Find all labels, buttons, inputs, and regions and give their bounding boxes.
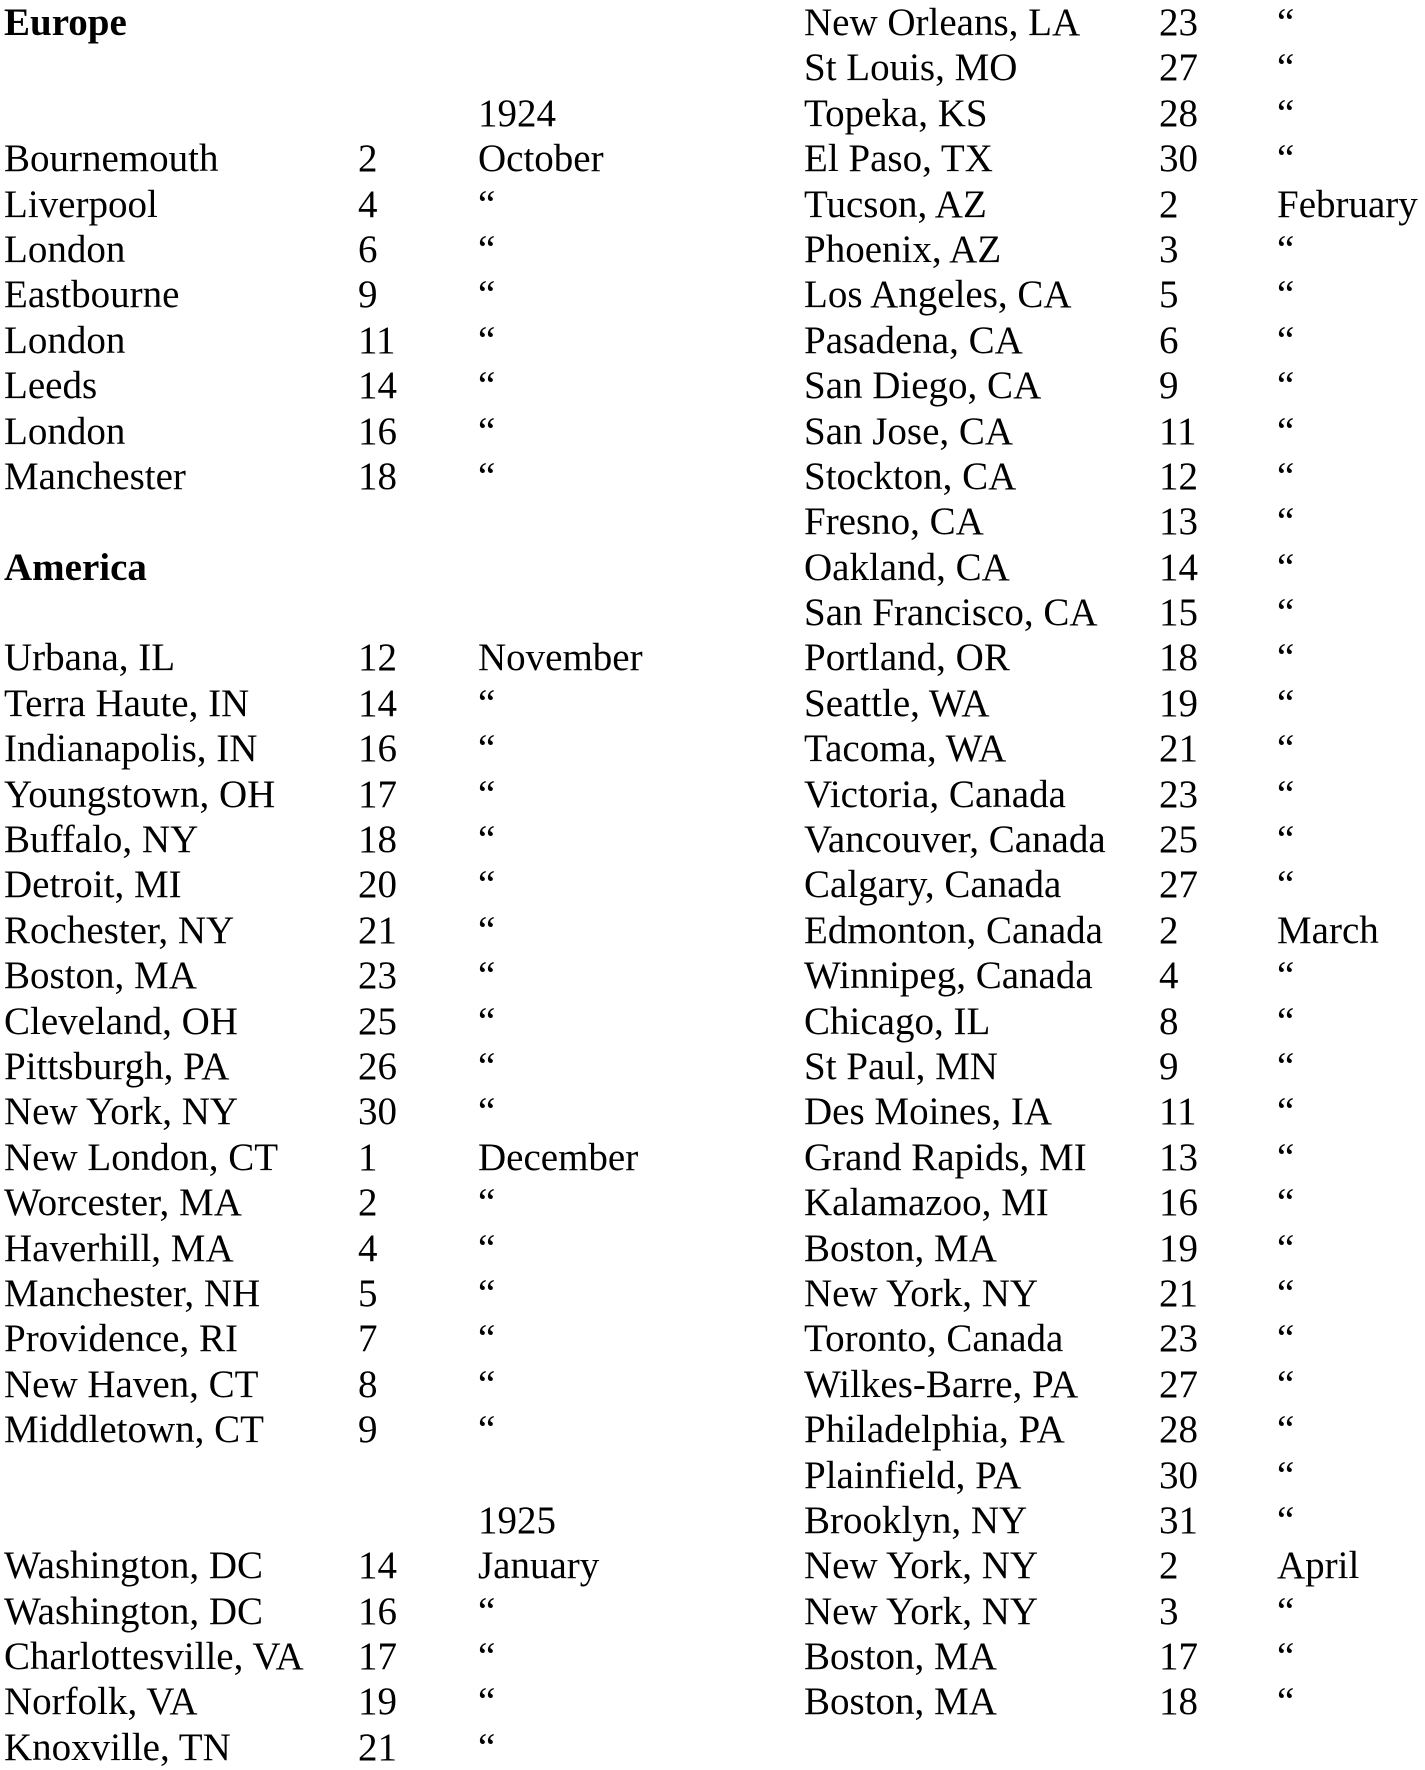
- day-number: 21: [1159, 1271, 1198, 1315]
- day-number: 21: [358, 908, 397, 952]
- month-label: “: [478, 1589, 496, 1633]
- day-number: 9: [1159, 1044, 1179, 1088]
- city-name: Wilkes-Barre, PA: [804, 1362, 1079, 1406]
- day-number: 31: [1159, 1498, 1198, 1542]
- day-number: 15: [1159, 591, 1198, 635]
- month-label: “: [1277, 318, 1295, 362]
- city-name: Charlottesville, VA: [4, 1635, 304, 1679]
- month-label: “: [1277, 1408, 1295, 1452]
- day-number: 3: [1159, 227, 1179, 271]
- month-label: “: [1277, 681, 1295, 725]
- month-label: “: [1277, 91, 1295, 135]
- day-number: 21: [358, 1725, 397, 1769]
- month-label: “: [1277, 137, 1295, 181]
- day-number: 26: [358, 1044, 397, 1088]
- month-label: “: [478, 409, 496, 453]
- day-number: 19: [1159, 681, 1198, 725]
- day-number: 17: [358, 1635, 397, 1679]
- day-number: 23: [358, 954, 397, 998]
- city-name: Indianapolis, IN: [4, 727, 258, 771]
- month-label: “: [1277, 954, 1295, 998]
- month-label: 1925: [478, 1498, 556, 1542]
- city-name: London: [4, 409, 126, 453]
- month-label: “: [478, 727, 496, 771]
- city-name: Middletown, CT: [4, 1408, 264, 1452]
- month-label: “: [1277, 1362, 1295, 1406]
- month-label: “: [1277, 1090, 1295, 1134]
- day-number: 11: [358, 318, 396, 362]
- day-number: 23: [1159, 1317, 1198, 1361]
- city-name: Boston, MA: [804, 1635, 997, 1679]
- day-number: 12: [358, 636, 397, 680]
- city-name: Calgary, Canada: [804, 863, 1062, 907]
- city-name: Chicago, IL: [804, 999, 991, 1043]
- city-name: Liverpool: [4, 182, 158, 226]
- city-name: Pasadena, CA: [804, 318, 1023, 362]
- month-label: “: [478, 681, 496, 725]
- day-number: 4: [358, 1226, 378, 1270]
- month-label: “: [1277, 545, 1295, 589]
- city-name: Leeds: [4, 364, 98, 408]
- month-label: “: [1277, 1498, 1295, 1542]
- day-number: 18: [1159, 1680, 1198, 1724]
- city-name: Buffalo, NY: [4, 818, 199, 862]
- day-number: 9: [358, 1408, 378, 1452]
- month-label: “: [1277, 1181, 1295, 1225]
- month-label: “: [1277, 1635, 1295, 1679]
- month-label: “: [478, 1181, 496, 1225]
- month-label: “: [1277, 727, 1295, 771]
- day-number: 23: [1159, 772, 1198, 816]
- month-label: “: [1277, 1680, 1295, 1724]
- day-number: 2: [358, 137, 378, 181]
- city-name: Philadelphia, PA: [804, 1408, 1065, 1452]
- city-name: Vancouver, Canada: [804, 818, 1106, 862]
- month-label: “: [1277, 636, 1295, 680]
- city-name: Des Moines, IA: [804, 1090, 1053, 1134]
- city-name: Washington, DC: [4, 1589, 264, 1633]
- city-name: Terra Haute, IN: [4, 681, 250, 725]
- city-name: Plainfield, PA: [804, 1453, 1022, 1497]
- day-number: 2: [1159, 1544, 1179, 1588]
- month-label: October: [478, 137, 604, 181]
- month-label: “: [478, 182, 496, 226]
- month-label: “: [478, 999, 496, 1043]
- city-name: Urbana, IL: [4, 636, 176, 680]
- city-name: Rochester, NY: [4, 908, 235, 952]
- month-label: “: [478, 1226, 496, 1270]
- day-number: 9: [358, 273, 378, 317]
- city-name: Kalamazoo, MI: [804, 1181, 1049, 1225]
- month-label: “: [478, 1408, 496, 1452]
- day-number: 16: [358, 727, 397, 771]
- day-number: 30: [1159, 137, 1198, 181]
- month-label: January: [478, 1544, 600, 1588]
- city-name: Los Angeles, CA: [804, 273, 1072, 317]
- city-name: St Paul, MN: [804, 1044, 998, 1088]
- day-number: 8: [358, 1362, 378, 1406]
- city-name: San Diego, CA: [804, 364, 1042, 408]
- day-number: 11: [1159, 1090, 1197, 1134]
- day-number: 2: [1159, 908, 1179, 952]
- month-label: “: [1277, 273, 1295, 317]
- day-number: 4: [358, 182, 378, 226]
- city-name: New Haven, CT: [4, 1362, 259, 1406]
- month-label: “: [1277, 227, 1295, 271]
- day-number: 18: [1159, 636, 1198, 680]
- day-number: 19: [358, 1680, 397, 1724]
- month-label: “: [1277, 1, 1295, 44]
- month-label: “: [1277, 818, 1295, 862]
- city-name: Winnipeg, Canada: [804, 954, 1093, 998]
- city-name: Manchester, NH: [4, 1271, 261, 1315]
- day-number: 5: [358, 1271, 378, 1315]
- city-name: New London, CT: [4, 1135, 279, 1179]
- day-number: 6: [1159, 318, 1179, 362]
- section-heading-text: Europe: [4, 1, 127, 44]
- day-number: 13: [1159, 1135, 1198, 1179]
- day-number: 11: [1159, 409, 1197, 453]
- day-number: 30: [358, 1090, 397, 1134]
- month-label: “: [478, 908, 496, 952]
- day-number: 30: [1159, 1453, 1198, 1497]
- day-number: 2: [358, 1181, 378, 1225]
- city-name: Providence, RI: [4, 1317, 238, 1361]
- month-label: “: [478, 273, 496, 317]
- city-name: El Paso, TX: [804, 137, 993, 181]
- month-label: “: [478, 1044, 496, 1088]
- city-name: New York, NY: [4, 1090, 239, 1134]
- month-label: “: [1277, 863, 1295, 907]
- month-label: “: [478, 1090, 496, 1134]
- day-number: 27: [1159, 1362, 1198, 1406]
- city-name: Brooklyn, NY: [804, 1498, 1028, 1542]
- day-number: 25: [1159, 818, 1198, 862]
- month-label: “: [1277, 999, 1295, 1043]
- city-name: Phoenix, AZ: [804, 227, 1002, 271]
- month-label: “: [1277, 1135, 1295, 1179]
- day-number: 16: [358, 409, 397, 453]
- day-number: 14: [358, 1544, 397, 1588]
- day-number: 8: [1159, 999, 1179, 1043]
- city-name: Bournemouth: [4, 137, 219, 181]
- city-name: Boston, MA: [4, 954, 197, 998]
- month-label: “: [478, 1635, 496, 1679]
- city-name: Eastbourne: [4, 273, 180, 317]
- month-label: March: [1277, 908, 1379, 952]
- city-name: Edmonton, Canada: [804, 908, 1103, 952]
- city-name: Youngstown, OH: [4, 772, 276, 816]
- city-name: Cleveland, OH: [4, 999, 238, 1043]
- day-number: 25: [358, 999, 397, 1043]
- city-name: Detroit, MI: [4, 863, 182, 907]
- day-number: 14: [358, 364, 397, 408]
- city-name: Tucson, AZ: [804, 182, 987, 226]
- city-name: Toronto, Canada: [804, 1317, 1064, 1361]
- day-number: 18: [358, 454, 397, 498]
- city-name: Washington, DC: [4, 1544, 264, 1588]
- city-name: Manchester: [4, 454, 186, 498]
- month-label: “: [478, 818, 496, 862]
- day-number: 27: [1159, 863, 1198, 907]
- city-name: Seattle, WA: [804, 681, 990, 725]
- month-label: December: [478, 1135, 639, 1179]
- day-number: 17: [1159, 1635, 1198, 1679]
- city-name: London: [4, 318, 126, 362]
- month-label: “: [1277, 1589, 1295, 1633]
- day-number: 5: [1159, 273, 1179, 317]
- city-name: Worcester, MA: [4, 1181, 242, 1225]
- day-number: 16: [358, 1589, 397, 1633]
- month-label: “: [1277, 454, 1295, 498]
- month-label: “: [478, 227, 496, 271]
- month-label: November: [478, 636, 643, 680]
- day-number: 21: [1159, 727, 1198, 771]
- month-label: “: [478, 1725, 496, 1769]
- month-label: “: [1277, 1226, 1295, 1270]
- city-name: San Francisco, CA: [804, 591, 1098, 635]
- month-label: “: [1277, 1271, 1295, 1315]
- month-label: February: [1277, 182, 1418, 226]
- day-number: 17: [358, 772, 397, 816]
- month-label: 1924: [478, 91, 556, 135]
- month-label: “: [478, 863, 496, 907]
- day-number: 1: [358, 1135, 378, 1179]
- month-label: “: [478, 954, 496, 998]
- city-name: New Orleans, LA: [804, 1, 1081, 44]
- month-label: “: [1277, 46, 1295, 90]
- month-label: “: [478, 772, 496, 816]
- city-name: Stockton, CA: [804, 454, 1017, 498]
- month-label: “: [1277, 1453, 1295, 1497]
- day-number: 3: [1159, 1589, 1179, 1633]
- day-number: 19: [1159, 1226, 1198, 1270]
- city-name: Grand Rapids, MI: [804, 1135, 1087, 1179]
- city-name: Norfolk, VA: [4, 1680, 198, 1724]
- city-name: St Louis, MO: [804, 46, 1018, 90]
- day-number: 14: [358, 681, 397, 725]
- day-number: 20: [358, 863, 397, 907]
- day-number: 28: [1159, 1408, 1198, 1452]
- day-number: 18: [358, 818, 397, 862]
- day-number: 2: [1159, 182, 1179, 226]
- city-name: Haverhill, MA: [4, 1226, 234, 1270]
- month-label: “: [478, 454, 496, 498]
- day-number: 27: [1159, 46, 1198, 90]
- month-label: “: [478, 318, 496, 362]
- city-name: Boston, MA: [804, 1226, 997, 1270]
- day-number: 28: [1159, 91, 1198, 135]
- city-name: Pittsburgh, PA: [4, 1044, 230, 1088]
- day-number: 13: [1159, 500, 1198, 544]
- month-label: “: [478, 364, 496, 408]
- day-number: 12: [1159, 454, 1198, 498]
- month-label: “: [1277, 364, 1295, 408]
- day-number: 9: [1159, 364, 1179, 408]
- month-label: “: [478, 1271, 496, 1315]
- month-label: “: [1277, 1044, 1295, 1088]
- city-name: San Jose, CA: [804, 409, 1014, 453]
- city-name: Boston, MA: [804, 1680, 997, 1724]
- section-heading-text: America: [4, 545, 147, 589]
- city-name: New York, NY: [804, 1589, 1039, 1633]
- day-number: 14: [1159, 545, 1198, 589]
- month-label: “: [1277, 409, 1295, 453]
- day-number: 7: [358, 1317, 378, 1361]
- month-label: “: [1277, 500, 1295, 544]
- day-number: 6: [358, 227, 378, 271]
- city-name: Portland, OR: [804, 636, 1010, 680]
- month-label: “: [478, 1680, 496, 1724]
- city-name: Topeka, KS: [804, 91, 988, 135]
- month-label: April: [1277, 1544, 1360, 1588]
- city-name: New York, NY: [804, 1271, 1039, 1315]
- city-name: Fresno, CA: [804, 500, 984, 544]
- month-label: “: [1277, 591, 1295, 635]
- day-number: 4: [1159, 954, 1179, 998]
- day-number: 23: [1159, 1, 1198, 44]
- month-label: “: [1277, 772, 1295, 816]
- city-name: Knoxville, TN: [4, 1725, 231, 1769]
- city-name: New York, NY: [804, 1544, 1039, 1588]
- city-name: Victoria, Canada: [804, 772, 1066, 816]
- month-label: “: [1277, 1317, 1295, 1361]
- city-name: Tacoma, WA: [804, 727, 1007, 771]
- day-number: 16: [1159, 1181, 1198, 1225]
- city-name: London: [4, 227, 126, 271]
- month-label: “: [478, 1317, 496, 1361]
- city-name: Oakland, CA: [804, 545, 1010, 589]
- month-label: “: [478, 1362, 496, 1406]
